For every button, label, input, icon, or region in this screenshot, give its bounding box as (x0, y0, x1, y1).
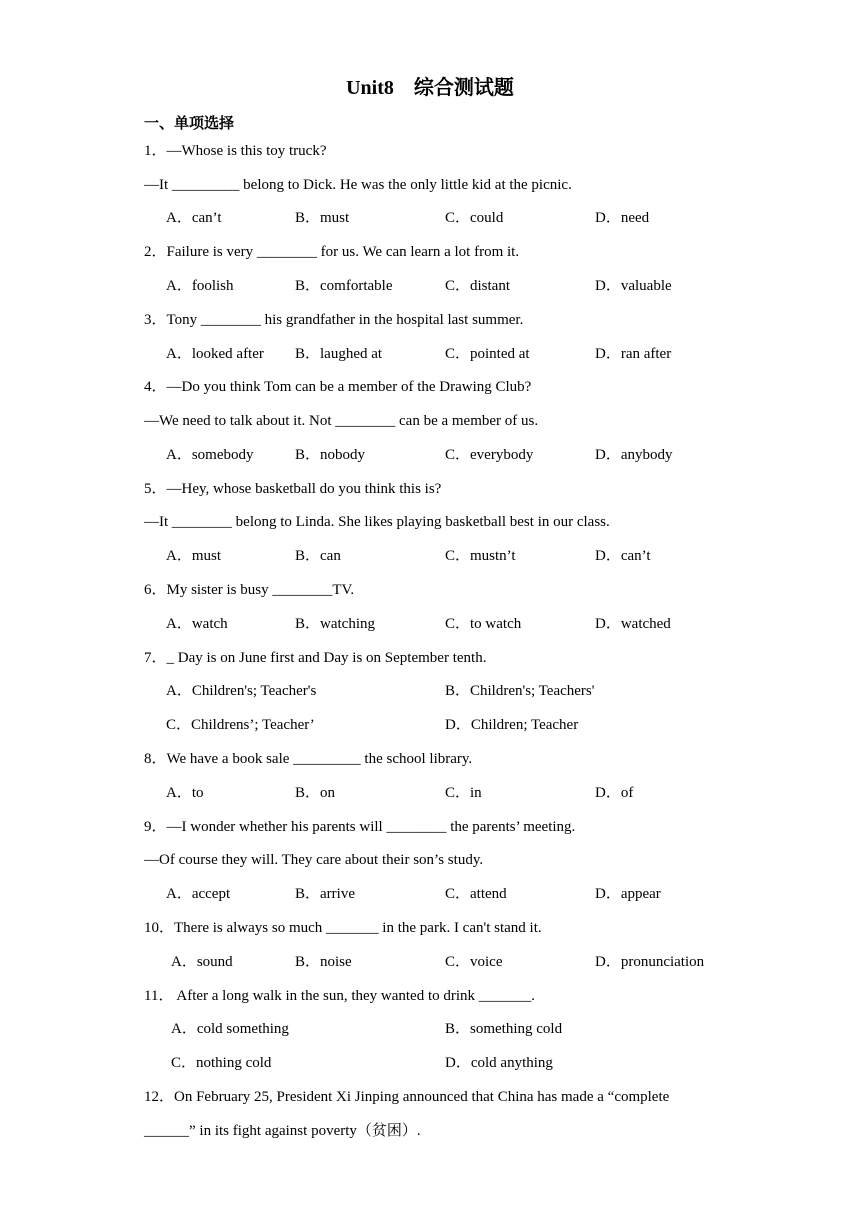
question-4-option-b: B．nobody (295, 447, 366, 463)
question-9-option-c: C．attend (445, 886, 507, 902)
question-6-option-b: B．watching (295, 616, 375, 632)
question-6-option-a: A．watch (166, 616, 228, 632)
question-5-option-b: B．can (295, 548, 341, 564)
question-11-option-a: A．cold something (171, 1021, 289, 1037)
question-4-option-c: C．everybody (445, 447, 534, 463)
page-title: Unit8 综合测试题 (346, 77, 514, 99)
question-4-stem: 4．—Do you think Tom can be a member of the Drawing Club? (144, 379, 532, 395)
question-1-line2: —It _________ belong to Dick. He was the only little kid at the picnic. (144, 177, 572, 193)
question-1-option-c: C．could (445, 210, 504, 226)
question-1-option-b: B．must (295, 210, 350, 226)
question-5-option-a: A．must (166, 548, 222, 564)
question-10-option-a: A．sound (171, 954, 233, 970)
question-5-option-c: C．mustn’t (445, 548, 516, 564)
question-7-option-c: C．Childrens’; Teacher’ (166, 717, 315, 733)
question-7-option-a: A．Children's; Teacher's (166, 683, 317, 699)
question-9-option-b: B．arrive (295, 886, 355, 902)
question-11-option-d: D．cold anything (445, 1055, 553, 1071)
question-2-option-d: D．valuable (595, 278, 672, 294)
question-3-stem: 3．Tony ________ his grandfather in the hospital last summer. (144, 312, 524, 328)
question-4-option-d: D．anybody (595, 447, 673, 463)
question-5-stem: 5．—Hey, whose basketball do you think this is? (144, 481, 442, 497)
question-3-option-b: B．laughed at (295, 346, 383, 362)
question-11-option-b: B．something cold (445, 1021, 563, 1037)
question-8-option-a: A．to (166, 785, 204, 801)
question-11-option-c: C．nothing cold (171, 1055, 272, 1071)
question-8-stem: 8．We have a book sale _________ the school library. (144, 751, 473, 767)
question-7-option-d: D．Children; Teacher (445, 717, 579, 733)
question-10-stem: 10．There is always so much _______ in the park. I can't stand it. (144, 920, 542, 936)
question-10-option-c: C．voice (445, 954, 503, 970)
question-2-option-a: A．foolish (166, 278, 234, 294)
question-2-option-b: B．comfortable (295, 278, 393, 294)
question-6-stem: 6．My sister is busy ________TV. (144, 582, 355, 598)
question-3-option-d: D．ran after (595, 346, 672, 362)
question-4-option-a: A．somebody (166, 447, 254, 463)
question-5-option-d: D．can’t (595, 548, 651, 564)
question-12-stem: 12．On February 25, President Xi Jinping announced that China has made a “complete (144, 1089, 670, 1105)
question-1-stem: 1．—Whose is this toy truck? (144, 143, 327, 159)
question-10-option-b: B．noise (295, 954, 352, 970)
question-5-line2: —It ________ belong to Linda. She likes playing basketball best in our class. (144, 514, 610, 530)
question-11-stem: 11． After a long walk in the sun, they wanted to drink _______. (144, 988, 536, 1004)
question-6-option-d: D．watched (595, 616, 671, 632)
question-3-option-c: C．pointed at (445, 346, 530, 362)
question-7-option-b: B．Children's; Teachers' (445, 683, 595, 699)
question-9-stem: 9．—I wonder whether his parents will ________ the parents’ meeting. (144, 819, 576, 835)
question-1-option-d: D．need (595, 210, 650, 226)
question-8-option-c: C．in (445, 785, 482, 801)
question-2-stem: 2．Failure is very ________ for us. We can learn a lot from it. (144, 244, 520, 260)
question-10-option-d: D．pronunciation (595, 954, 705, 970)
section-heading: 一、单项选择 (144, 116, 235, 132)
question-2-option-c: C．distant (445, 278, 511, 294)
question-6-option-c: C．to watch (445, 616, 522, 632)
question-8-option-b: B．on (295, 785, 336, 801)
question-1-option-a: A．can’t (166, 210, 222, 226)
question-9-option-d: D．appear (595, 886, 661, 902)
question-9-option-a: A．accept (166, 886, 231, 902)
question-4-line2: —We need to talk about it. Not ________ can be a member of us. (144, 413, 539, 429)
question-9-line2: —Of course they will. They care about their son’s study. (144, 852, 484, 868)
question-8-option-d: D．of (595, 785, 634, 801)
question-3-option-a: A．looked after (166, 346, 264, 362)
question-7-stem: 7．_ Day is on June first and Day is on September tenth. (144, 650, 487, 666)
question-12-line2: ______” in its fight against poverty（贫困）. (144, 1123, 421, 1139)
